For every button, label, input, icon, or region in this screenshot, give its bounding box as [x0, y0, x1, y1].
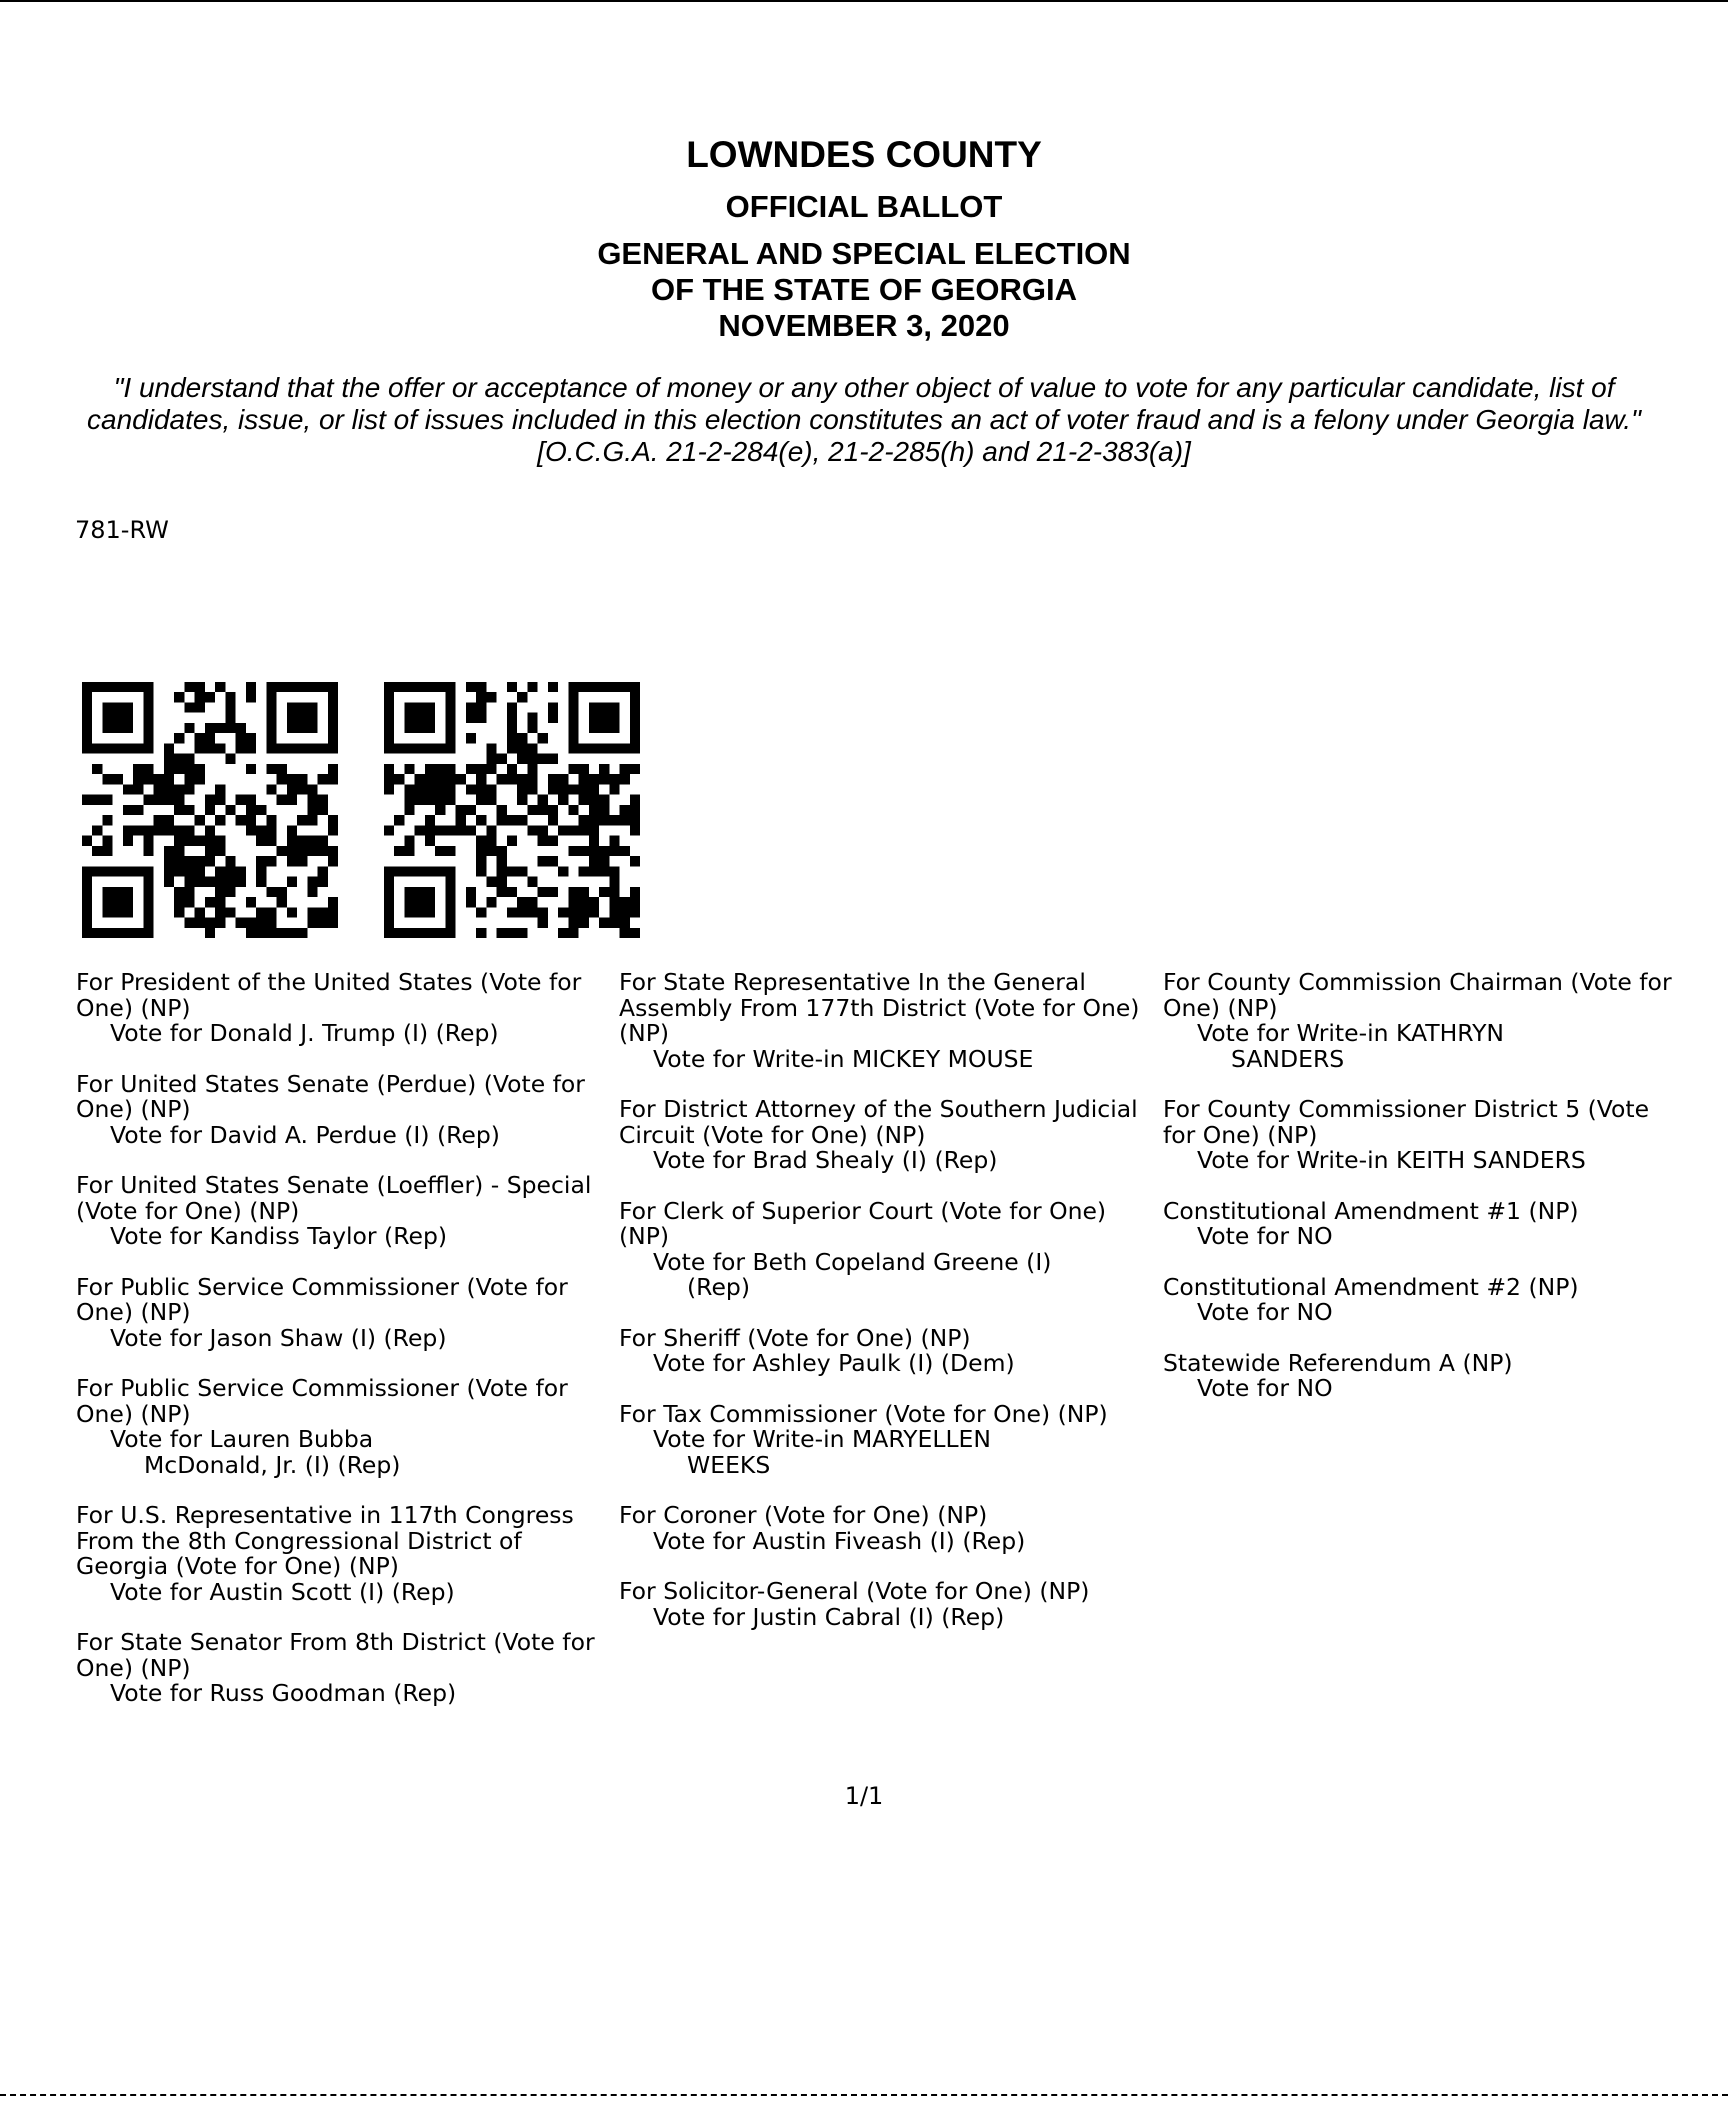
- contest-title: Constitutional Amendment #2 (NP): [1163, 1272, 1579, 1301]
- contest-commissioner-district-5: [1163, 1097, 1683, 1174]
- contest-selection: Vote for David A. Perdue (I) (Rep): [110, 1120, 500, 1149]
- contest-column-3: [1163, 970, 1683, 1427]
- contest-title: For United States Senate (Perdue) (Vote for One) (NP): [76, 1069, 585, 1123]
- contest-amendment-1: [1163, 1196, 1683, 1250]
- contest-title: For State Representative In the General Assembly From 177th District (Vote for One) (NP): [619, 968, 1140, 1047]
- contest-selection: Vote for Austin Scott (I) (Rep): [110, 1577, 455, 1606]
- contest-title: For Public Service Commissioner (Vote for One) (NP): [76, 1272, 568, 1326]
- contest-us-representative: [76, 1503, 606, 1605]
- selection-line: Vote for Lauren Bubba: [110, 1425, 374, 1453]
- contest-title: For Public Service Commissioner (Vote for One) (NP): [76, 1374, 568, 1428]
- contest-selection: [1163, 1021, 1683, 1072]
- contest-title: For Coroner (Vote for One) (NP): [619, 1501, 988, 1529]
- election-title-line1: GENERAL AND SPECIAL ELECTION: [597, 236, 1131, 271]
- selection-continuation: WEEKS: [687, 1450, 771, 1479]
- contest-selection: Vote for Russ Goodman (Rep): [110, 1679, 457, 1707]
- top-border-line: [0, 0, 1728, 2]
- page-number: 1/1: [844, 1782, 884, 1810]
- contest-solicitor-general: [619, 1579, 1153, 1630]
- contest-title: For President of the United States (Vote for One) (NP): [76, 968, 582, 1022]
- contest-title: For Clerk of Superior Court (Vote for One) (NP): [619, 1196, 1107, 1250]
- contest-title: For District Attorney of the Southern Judicial Circuit (Vote for One) (NP): [619, 1095, 1138, 1149]
- contest-column-1: [76, 970, 606, 1732]
- contest-state-representative: [619, 970, 1153, 1072]
- contest-title: For U.S. Representative in 117th Congress From the 8th Congressional District of Georgia (Vote for One) (NP): [76, 1501, 574, 1580]
- contest-commission-chairman: [1163, 970, 1683, 1072]
- ballot-style-code: 781-RW: [75, 516, 169, 544]
- contest-selection: Vote for Jason Shaw (I) (Rep): [110, 1323, 447, 1352]
- contest-state-senator: [76, 1630, 606, 1707]
- election-date: NOVEMBER 3, 2020: [718, 308, 1010, 343]
- contest-selection: [619, 1427, 1153, 1478]
- contest-tax-commissioner: [619, 1399, 1153, 1479]
- contest-title: For United States Senate (Loeffler) - Special (Vote for One) (NP): [76, 1171, 592, 1225]
- county-title: LOWNDES COUNTY: [686, 134, 1042, 175]
- contest-selection: Vote for NO: [1197, 1222, 1333, 1250]
- contest-coroner: [619, 1503, 1153, 1554]
- contest-selection: Vote for Brad Shealy (I) (Rep): [653, 1146, 998, 1174]
- contest-selection: Vote for NO: [1197, 1374, 1333, 1402]
- contest-column-2: [619, 970, 1153, 1655]
- ballot-header: [0, 128, 1728, 344]
- contest-selection: Vote for Austin Fiveash (I) (Rep): [653, 1526, 1026, 1555]
- voter-fraud-oath: "I understand that the offer or acceptance of money or any other object of value to vote for any particular candidate, list of candidates, issue, or list of issues included in this election constitutes an act of voter fraud and is a felony under Georgia law." [O.C.G.A. 21-2-284(e), 21-2-285(h) and 21-2-383(a)]: [87, 372, 1641, 467]
- contest-district-attorney: [619, 1097, 1153, 1174]
- contest-referendum-a: [1163, 1348, 1683, 1402]
- contest-selection: [76, 1427, 606, 1478]
- selection-line: Vote for Write-in MARYELLEN: [653, 1425, 991, 1453]
- qr-code-icon: [72, 682, 348, 938]
- contest-selection: [619, 1247, 1153, 1301]
- selection-continuation: McDonald, Jr. (I) (Rep): [144, 1450, 401, 1479]
- contest-psc-2: [76, 1376, 606, 1478]
- contest-selection: Vote for Donald J. Trump (I) (Rep): [110, 1019, 499, 1047]
- contest-president: [76, 970, 606, 1047]
- selection-line: Vote for Beth Copeland Greene (I): [653, 1247, 1052, 1276]
- contest-selection: Vote for Write-in MICKEY MOUSE: [653, 1044, 1034, 1073]
- contest-selection: Vote for Write-in KEITH SANDERS: [1197, 1146, 1586, 1174]
- contest-title: For Solicitor-General (Vote for One) (NP): [619, 1577, 1090, 1605]
- selection-continuation: (Rep): [687, 1273, 750, 1301]
- qr-code-icon: [374, 682, 650, 938]
- contest-title: For State Senator From 8th District (Vote for One) (NP): [76, 1628, 595, 1682]
- contest-title: For County Commissioner District 5 (Vote for One) (NP): [1163, 1095, 1650, 1149]
- contest-selection: Vote for Ashley Paulk (I) (Dem): [653, 1349, 1015, 1377]
- contest-title: For Sheriff (Vote for One) (NP): [619, 1323, 971, 1352]
- contest-selection: Vote for Justin Cabral (I) (Rep): [653, 1602, 1005, 1631]
- contest-selection: Vote for NO: [1197, 1298, 1333, 1326]
- election-title-line2: OF THE STATE OF GEORGIA: [651, 272, 1077, 307]
- selection-line: Vote for Write-in KATHRYN: [1197, 1019, 1505, 1047]
- bottom-border-line: [0, 2094, 1728, 2096]
- contest-us-senate-loeffler: [76, 1173, 606, 1250]
- ballot-title: OFFICIAL BALLOT: [725, 189, 1003, 224]
- selection-continuation: SANDERS: [1231, 1044, 1345, 1073]
- contest-title: For County Commission Chairman (Vote for One) (NP): [1163, 970, 1672, 1022]
- contest-psc-1: [76, 1272, 606, 1352]
- contest-us-senate-perdue: [76, 1069, 606, 1149]
- contest-selection: Vote for Kandiss Taylor (Rep): [110, 1222, 448, 1250]
- contest-amendment-2: [1163, 1272, 1683, 1326]
- contest-title: For Tax Commissioner (Vote for One) (NP): [619, 1399, 1108, 1428]
- contest-title: Constitutional Amendment #1 (NP): [1163, 1196, 1579, 1225]
- contest-clerk-superior-court: [619, 1196, 1153, 1301]
- contest-title: Statewide Referendum A (NP): [1163, 1348, 1513, 1377]
- contest-sheriff: [619, 1323, 1153, 1377]
